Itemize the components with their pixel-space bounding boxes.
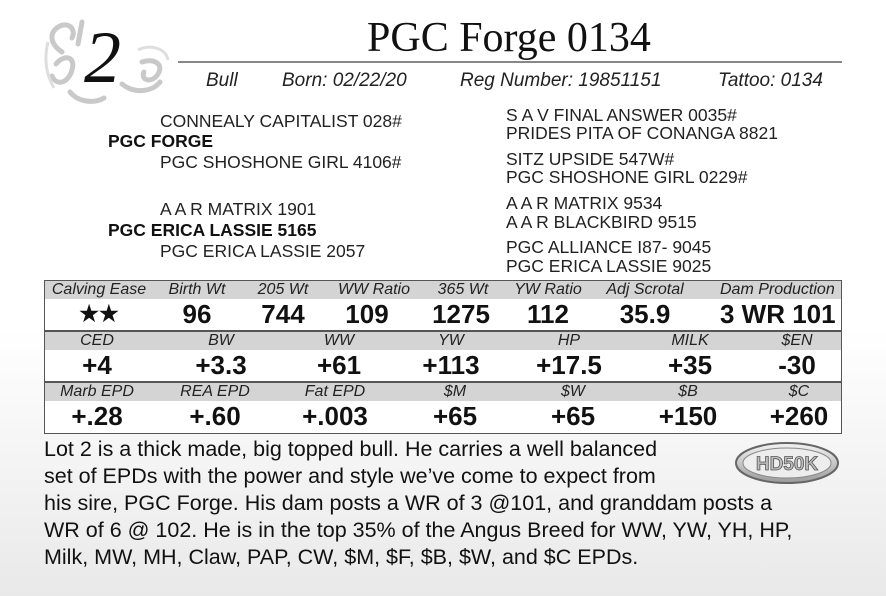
epd-label: WW xyxy=(323,332,355,349)
epd-value: -30 xyxy=(778,350,816,380)
badge-label: HD50K xyxy=(755,454,819,475)
epd-value: +35 xyxy=(667,350,713,380)
epd-label: $EN xyxy=(781,332,813,349)
perf-label: Adj Scrotal xyxy=(606,281,684,298)
pedigree-sire-dam: PGC SHOSHONE GIRL 4106# xyxy=(160,152,402,172)
carcass-value: +150 xyxy=(658,401,718,431)
epd-label: YW xyxy=(438,332,464,349)
lot-number: 2 xyxy=(84,17,121,99)
epd-value: +17.5 xyxy=(536,350,602,380)
pedigree-ssd: PRIDES PITA OF CONANGA 8821 xyxy=(506,123,778,143)
carcass-label: $M xyxy=(443,383,467,400)
perf-label: 365 Wt xyxy=(437,281,489,298)
carcass-label: $C xyxy=(788,383,810,400)
carcass-label: REA EPD xyxy=(180,383,250,400)
epd-value: +4 xyxy=(82,350,112,380)
epd-value: +113 xyxy=(422,350,480,380)
carcass-value: +.003 xyxy=(302,401,368,431)
pedigree-dds: PGC ALLIANCE I87- 9045 xyxy=(506,237,712,257)
pedigree-sds: SITZ UPSIDE 547W# xyxy=(506,149,675,169)
perf-label: Dam Production xyxy=(720,281,835,298)
hd50k-badge-icon xyxy=(734,441,840,485)
carcass-label: Marb EPD xyxy=(60,383,134,400)
carcass-value: +.60 xyxy=(189,401,241,431)
perf-value: 96 xyxy=(182,299,212,329)
epd-label: MILK xyxy=(671,332,709,349)
carcass-value: +65 xyxy=(550,401,596,431)
perf-label: WW Ratio xyxy=(338,281,410,298)
perf-value: 112 xyxy=(527,299,569,329)
pedigree-dam-sire: A A R MATRIX 1901 xyxy=(160,199,317,219)
pedigree-sire: PGC FORGE xyxy=(108,131,214,151)
birth-date: Born: 02/22/20 xyxy=(282,70,407,91)
sex-label: Bull xyxy=(206,70,238,91)
pedigree-sdd: PGC SHOSHONE GIRL 0229# xyxy=(506,167,748,187)
epd-value: +61 xyxy=(316,350,362,380)
tattoo: Tattoo: 0134 xyxy=(718,70,823,91)
carcass-label: $W xyxy=(561,383,585,400)
perf-value: 1275 xyxy=(432,299,490,329)
pedigree-dam: PGC ERICA LASSIE 5165 xyxy=(108,220,317,240)
carcass-label: Fat EPD xyxy=(304,383,366,400)
perf-label: 205 Wt xyxy=(257,281,309,298)
title-divider xyxy=(178,61,842,63)
calving-ease-stars: ★★ xyxy=(79,301,119,326)
perf-label: Birth Wt xyxy=(168,281,226,298)
carcass-value: +65 xyxy=(432,401,478,431)
pedigree-dss: A A R MATRIX 9534 xyxy=(506,193,663,213)
pedigree-sire-sire: CONNEALY CAPITALIST 028# xyxy=(160,111,402,131)
lot-description xyxy=(44,436,844,571)
animal-name: PGC Forge 0134 xyxy=(367,15,651,61)
perf-value: 3 WR 101 xyxy=(720,299,836,329)
carcass-label: $B xyxy=(678,383,698,400)
stats-table xyxy=(44,280,842,434)
pedigree-dsd: A A R BLACKBIRD 9515 xyxy=(506,212,697,232)
perf-value: 744 xyxy=(261,299,305,329)
pedigree-dam-dam: PGC ERICA LASSIE 2057 xyxy=(160,241,366,261)
description-text: Lot 2 is a thick made, big topped bull. He carries a well balanced set of EPDs with the power and style we’ve come to expect from his sire, PGC Forge. His dam posts a WR of 3 @101, and granddam posts a WR of 6 @ 102. He is in the top 35% of the Angus Breed for WW, YW, YH, HP, Milk, MW, MH, Claw, PAP, CW, $M, $F, $B, $W, and $C EPDs. xyxy=(44,437,793,569)
perf-label: Calving Ease xyxy=(51,281,147,298)
perf-value: 35.9 xyxy=(619,299,671,329)
epd-label: CED xyxy=(80,332,114,349)
perf-value: 109 xyxy=(345,299,389,329)
epd-label: HP xyxy=(557,332,581,349)
carcass-value: +260 xyxy=(769,401,829,431)
pedigree-ddd: PGC ERICA LASSIE 9025 xyxy=(506,256,712,276)
perf-label: YW Ratio xyxy=(514,281,582,298)
epd-label: BW xyxy=(208,332,234,349)
registration-number: Reg Number: 19851151 xyxy=(460,70,662,91)
pedigree-sss: S A V FINAL ANSWER 0035# xyxy=(506,105,737,125)
carcass-value: +.28 xyxy=(71,401,123,431)
epd-value: +3.3 xyxy=(195,350,247,380)
